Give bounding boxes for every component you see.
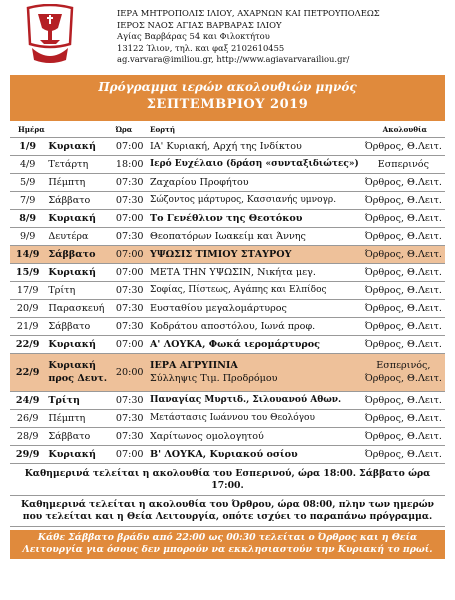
row-akolouthia: Όρθρος, Θ.Λειτ. — [362, 227, 445, 245]
header — [0, 0, 455, 75]
row-akolouthia: Όρθρος, Θ.Λειτ. — [362, 317, 445, 335]
row-event: ΥΨΩΣΙΣ ΤΙΜΙΟΥ ΣΤΑΥΡΟΥ — [147, 245, 362, 263]
row-day: Κυριακή — [45, 445, 112, 463]
row-time: 07:30 — [112, 299, 147, 317]
row-time: 07:00 — [112, 137, 147, 155]
row-event: ΜΕΤΑ ΤΗΝ ΥΨΩΣΙΝ, Νικήτα μεγ. — [147, 263, 362, 281]
row-date: 28/9 — [10, 427, 45, 445]
table-row — [10, 173, 445, 191]
row-event: Ιερό Ευχέλαιο (δράση «συνταξιδιώτες») — [147, 155, 362, 173]
row-event: Ζαχαρίου Προφήτου — [147, 173, 362, 191]
table-header — [10, 123, 445, 137]
column-header-day — [45, 123, 112, 137]
row-event: Το Γενέθλιον της Θεοτόκου — [147, 209, 362, 227]
note-orthros: Καθημερινά τελείται η ακολουθία του Όρθρου, ώρα 08:00, πλην των ημερών που τελείται και η Θεία Λειτουργία, οπότε ισχύει το παραπάνω πρόγραμμα. — [10, 496, 445, 527]
table-row — [10, 445, 445, 463]
chalice-emblem-icon — [20, 4, 80, 66]
row-day-line2: προς Δευτ. — [48, 373, 108, 384]
table-row — [10, 227, 445, 245]
table-row — [10, 209, 445, 227]
row-event: Κοδράτου αποστόλου, Ιωνά προφ. — [147, 317, 362, 335]
row-date: 14/9 — [10, 245, 45, 263]
row-date: 7/9 — [10, 191, 45, 209]
table-row — [10, 335, 445, 353]
row-date: 22/9 — [10, 335, 45, 353]
row-day: Δευτέρα — [45, 227, 112, 245]
row-time: 07:00 — [112, 263, 147, 281]
parish-info — [117, 8, 437, 66]
row-time: 07:30 — [112, 191, 147, 209]
table-row — [10, 427, 445, 445]
row-date: 24/9 — [10, 391, 45, 409]
row-day: Παρασκευή — [45, 299, 112, 317]
row-date: 17/9 — [10, 281, 45, 299]
row-time: 07:00 — [112, 245, 147, 263]
table-row — [10, 137, 445, 155]
row-time: 20:00 — [112, 353, 147, 391]
table-row-highlighted — [10, 353, 445, 391]
row-date: 15/9 — [10, 263, 45, 281]
table-row — [10, 299, 445, 317]
row-akolouthia-line1: Εσπερινός, — [376, 360, 431, 371]
row-event: Χαρίτωνος ομολογητού — [147, 427, 362, 445]
row-date: 9/9 — [10, 227, 45, 245]
email-website: ag.varvara@imiliou.gr, http://www.agiavarvarailiou.gr/ — [117, 54, 350, 65]
row-date: 8/9 — [10, 209, 45, 227]
row-akolouthia: Όρθρος, Θ.Λειτ. — [362, 409, 445, 427]
title-banner — [10, 75, 445, 121]
row-day: Σάββατο — [45, 427, 112, 445]
table-row — [10, 317, 445, 335]
row-akolouthia: Όρθρος, Θ.Λειτ. — [362, 299, 445, 317]
row-date: 5/9 — [10, 173, 45, 191]
column-header-time: Ώρα — [115, 125, 133, 135]
row-day: Σάββατο — [45, 191, 112, 209]
row-event: Θεοπατόρων Ιωακείμ και Άννης — [147, 227, 362, 245]
table-row — [10, 391, 445, 409]
row-event: ΙΑ' Κυριακή, Αρχή της Ινδίκτου — [147, 137, 362, 155]
phone: 13122 Ίλιον, τηλ. και φαξ 2102610455 — [117, 42, 285, 53]
schedule-month: ΣΕΠΤΕΜΒΡΙΟΥ 2019 — [146, 97, 309, 112]
row-date: 22/9 — [10, 353, 45, 391]
row-event — [147, 353, 362, 391]
row-time: 07:30 — [112, 427, 147, 445]
row-day: Σάββατο — [45, 317, 112, 335]
row-day: Τετάρτη — [45, 155, 112, 173]
row-event-text: Β' ΛΟΥΚΑ, Κυριακού οσίου — [149, 448, 298, 460]
row-day: Πέμπτη — [45, 409, 112, 427]
row-time: 07:00 — [112, 335, 147, 353]
row-day: Πέμπτη — [45, 173, 112, 191]
row-date: 4/9 — [10, 155, 45, 173]
row-event: Μετάστασις Ιωάννου του Θεολόγου — [147, 409, 362, 427]
row-akolouthia: Εσπερινός — [362, 155, 445, 173]
row-akolouthia — [362, 353, 445, 391]
row-akolouthia: Όρθρος, Θ.Λειτ. — [362, 281, 445, 299]
address: Αγίας Βαρβάρας 54 και Φιλοκτήτου — [117, 31, 270, 42]
row-event: Σώζοντος μάρτυρος, Κασσιανής υμνογρ. — [147, 191, 362, 209]
row-time: 07:30 — [112, 173, 147, 191]
metropolis-name: ΙΕΡΑ ΜΗΤΡΟΠΟΛΙΣ ΙΛΙΟΥ, ΑΧΑΡΝΩΝ ΚΑΙ ΠΕΤΡΟΥΠΟΛΕΩΣ — [117, 8, 380, 18]
row-day-line1: Κυριακή — [48, 360, 96, 371]
row-day: Κυριακή — [45, 263, 112, 281]
table-row-highlighted — [10, 245, 445, 263]
column-header-event: Εορτή — [149, 125, 176, 135]
table-row — [10, 263, 445, 281]
row-day: Κυριακή — [45, 209, 112, 227]
row-event — [147, 445, 362, 463]
row-akolouthia: Όρθρος, Θ.Λειτ. — [362, 245, 445, 263]
row-date: 29/9 — [10, 445, 45, 463]
row-time: 07:00 — [112, 209, 147, 227]
row-event: Ευσταθίου μεγαλομάρτυρος — [147, 299, 362, 317]
row-event-line2: Σύλληψις Τιμ. Προδρόμου — [149, 373, 278, 384]
row-event: Σοφίας, Πίστεως, Αγάπης και Ελπίδος — [147, 281, 362, 299]
schedule-title: Πρόγραμμα ιερών ακολουθιών μηνός — [98, 80, 357, 94]
row-akolouthia: Όρθρος, Θ.Λειτ. — [362, 263, 445, 281]
row-event: Α' ΛΟΥΚΑ, Φωκά ιερομάρτυρος — [147, 335, 362, 353]
table-row — [10, 409, 445, 427]
note-saturday-night: Κάθε Σάββατο βράδυ από 22:00 ως 00:30 τελείται ο Όρθρος και η Θεία Λειτουργία για όσους δεν μπορούν να εκκλησιαστούν την Κυριακή το πρωί. — [10, 530, 445, 559]
row-day: Κυριακή — [45, 335, 112, 353]
row-day: Κυριακή — [45, 137, 112, 155]
column-header-date: Ημέρα — [18, 125, 45, 135]
row-date: 26/9 — [10, 409, 45, 427]
row-akolouthia: Όρθρος, Θ.Λειτ. — [362, 445, 445, 463]
row-time: 07:30 — [112, 409, 147, 427]
row-akolouthia: Όρθρος, Θ.Λειτ. — [362, 391, 445, 409]
row-akolouthia: Όρθρος, Θ.Λειτ. — [362, 173, 445, 191]
row-date: 1/9 — [10, 137, 45, 155]
row-event-line1: ΙΕΡΑ ΑΓΡΥΠΝΙΑ — [149, 360, 238, 371]
row-time: 07:30 — [112, 281, 147, 299]
note-vespers: Καθημερινά τελείται η ακολουθία του Εσπερινού, ώρα 18:00. Σάββατο ώρα 17:00. — [10, 468, 445, 496]
row-akolouthia: Όρθρος, Θ.Λειτ. — [362, 335, 445, 353]
row-time: 07:30 — [112, 317, 147, 335]
row-akolouthia: Όρθρος, Θ.Λειτ. — [362, 209, 445, 227]
row-day — [45, 353, 112, 391]
column-header-akolouthia: Ακολουθία — [382, 125, 428, 135]
schedule-table — [10, 123, 445, 464]
row-time: 07:30 — [112, 391, 147, 409]
row-time: 07:30 — [112, 227, 147, 245]
notes — [10, 468, 445, 559]
row-date: 21/9 — [10, 317, 45, 335]
row-akolouthia: Όρθρος, Θ.Λειτ. — [362, 137, 445, 155]
row-akolouthia: Όρθρος, Θ.Λειτ. — [362, 191, 445, 209]
row-date: 20/9 — [10, 299, 45, 317]
row-time: 18:00 — [112, 155, 147, 173]
church-name: ΙΕΡΟΣ ΝΑΟΣ ΑΓΙΑΣ ΒΑΡΒΑΡΑΣ ΙΛΙΟΥ — [117, 19, 282, 30]
row-day: Τρίτη — [45, 281, 112, 299]
row-time: 07:00 — [112, 445, 147, 463]
row-akolouthia: Όρθρος, Θ.Λειτ. — [362, 427, 445, 445]
row-day: Τρίτη — [45, 391, 112, 409]
row-event: Παναγίας Μυρτιδ., Σιλουανού Αθων. — [147, 391, 362, 409]
row-day: Σάββατο — [45, 245, 112, 263]
row-akolouthia-line2: Όρθρος, Θ.Λειτ. — [364, 373, 442, 384]
table-row — [10, 281, 445, 299]
table-row — [10, 155, 445, 173]
table-row — [10, 191, 445, 209]
